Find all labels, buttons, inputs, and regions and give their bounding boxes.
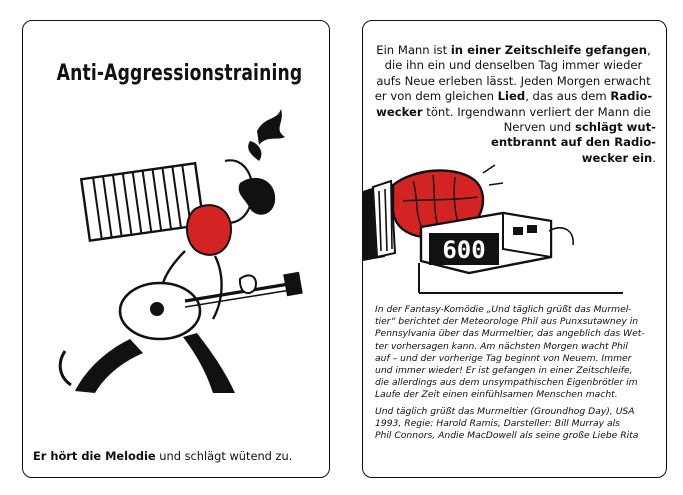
credits-line: Phil Connors, Andie MacDowell als seine große Liebe Rita	[375, 430, 639, 442]
story-bold-run: entbrannt auf den Radio-	[491, 135, 656, 150]
story-text	[371, 43, 656, 166]
story-line	[371, 120, 656, 135]
story-bold-run: wecker	[376, 104, 423, 119]
lute-icon	[120, 272, 303, 339]
credits-line: 1993, Regie: Harold Ramis, Darsteller: Bill Murray als	[375, 417, 620, 429]
story-line	[371, 74, 656, 89]
note-line: Pennsylvania über das Murmeltier, das angeblich das Wet-	[375, 328, 645, 340]
story-line	[371, 58, 656, 73]
clock-digits: 600	[442, 236, 486, 264]
radio-alarm-clock-icon	[419, 213, 623, 293]
left-card	[22, 20, 330, 478]
story-bold-run: Radio-	[610, 89, 653, 104]
story-line	[371, 89, 656, 104]
caption-rest: und schlägt wütend zu.	[155, 449, 293, 463]
note-line: In der Fantasy-Komödie „Und täglich grüßt das Murmel-	[375, 304, 632, 315]
note-line: tier“ berichtet der Meteorologe Phil aus Punxsutawney in	[375, 316, 639, 328]
credits-line: Und täglich grüßt das Murmeltier (Groundhog Day), USA	[375, 405, 635, 417]
story-run: er von dem gleichen	[374, 89, 498, 104]
story-run: ,	[647, 43, 651, 57]
story-bold-run: in einer Zeitschleife gefangen	[450, 43, 648, 57]
story-run: tönt. Irgendwann verliert der Mann die	[422, 104, 651, 119]
fist-smashing-clock-illustration	[363, 161, 663, 301]
story-bold-run: Lied	[497, 89, 526, 104]
film-note	[375, 304, 661, 442]
note-line: die allerdings aus dem unsympathischen Eigenbrötler im	[375, 377, 638, 389]
story-run: aufs Neue erleben lässt. Jeden Morgen erwacht	[376, 73, 651, 88]
note-line: und immer wieder! Er ist gefangen in einer Zeitschleife,	[375, 365, 633, 377]
accordion-icon	[81, 163, 204, 240]
story-line	[371, 105, 656, 120]
musician-illustration	[45, 101, 315, 401]
left-caption	[33, 449, 292, 463]
story-bold-run: schlägt wut-	[574, 120, 656, 135]
note-line: ter vorhersagen kann. Am nächsten Morgen wacht Phil	[375, 340, 628, 352]
story-line	[371, 135, 656, 150]
note-line: auf – und der vorherige Tag beginnt von Neuem. Immer	[375, 352, 632, 364]
note-line: Laufe der Zeit einen einfühlsamen Menschen macht.	[375, 389, 618, 401]
card-title: Anti-Aggressionstraining	[56, 61, 303, 86]
story-run: , das aus dem	[525, 89, 611, 104]
story-run: die ihn ein und denselben Tag immer wieder	[384, 58, 643, 73]
story-run: .	[652, 150, 656, 165]
story-line	[371, 43, 656, 58]
story-run: Ein Mann ist	[376, 43, 451, 57]
right-card	[362, 20, 667, 478]
story-bold-run: wecker ein	[581, 150, 653, 165]
caption-bold: Er hört die Melodie	[33, 449, 156, 463]
story-run: Nerven und	[503, 120, 575, 135]
